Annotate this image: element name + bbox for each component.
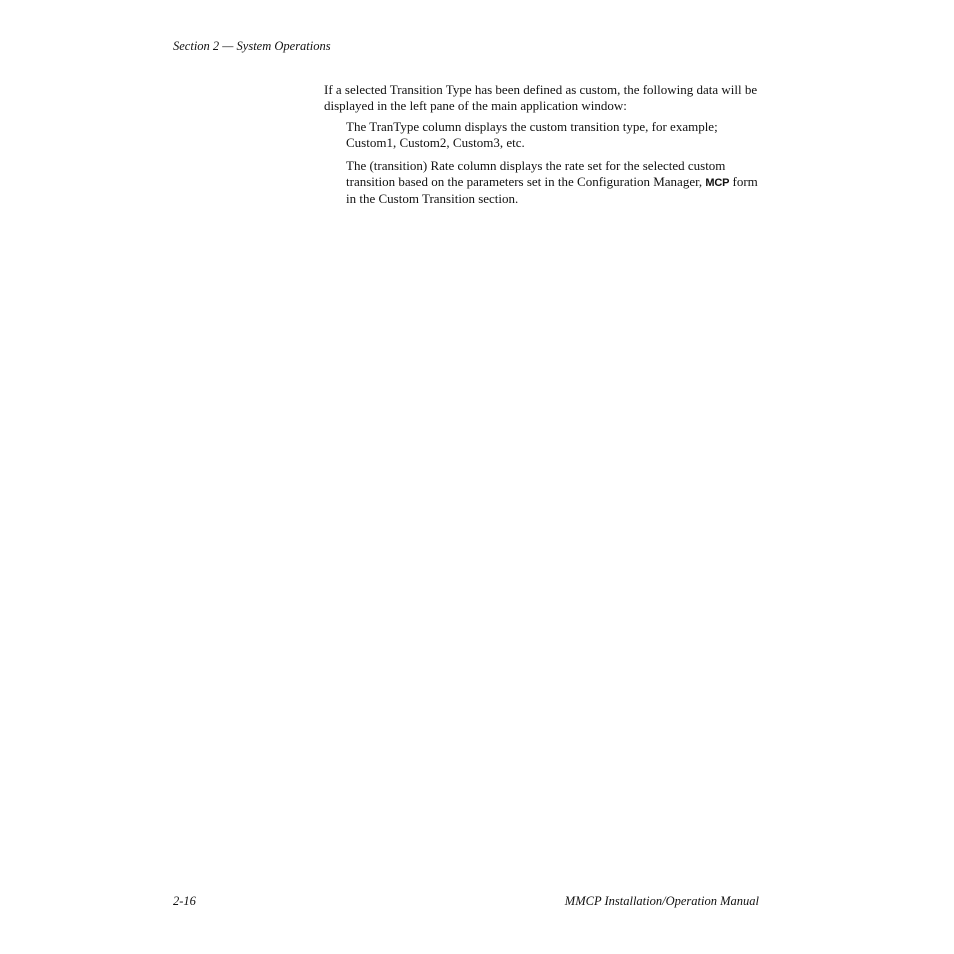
intro-paragraph: If a selected Transition Type has been defined as custom, the following data will be displayed in the left pane of the main application window: (324, 82, 758, 113)
body-text (324, 82, 764, 214)
mcp-code-label: MCP (705, 177, 730, 189)
rate-text-end: form in the Custom Transition section. (346, 174, 758, 206)
manual-title: MMCP Installation/Operation Manual (564, 894, 759, 908)
page-number: 2-16 (173, 894, 196, 908)
rate-paragraph (346, 158, 764, 207)
rate-text-start: The (transition) Rate column displays the rate set for the selected custom transition based on the parameters set in the Configuration Manager, (346, 158, 726, 189)
tran-type-paragraph: The TranType column displays the custom transition type, for example; Custom1, Custom2, Custom3, etc. (346, 119, 718, 150)
running-header: Section 2 — System Operations (173, 39, 331, 53)
